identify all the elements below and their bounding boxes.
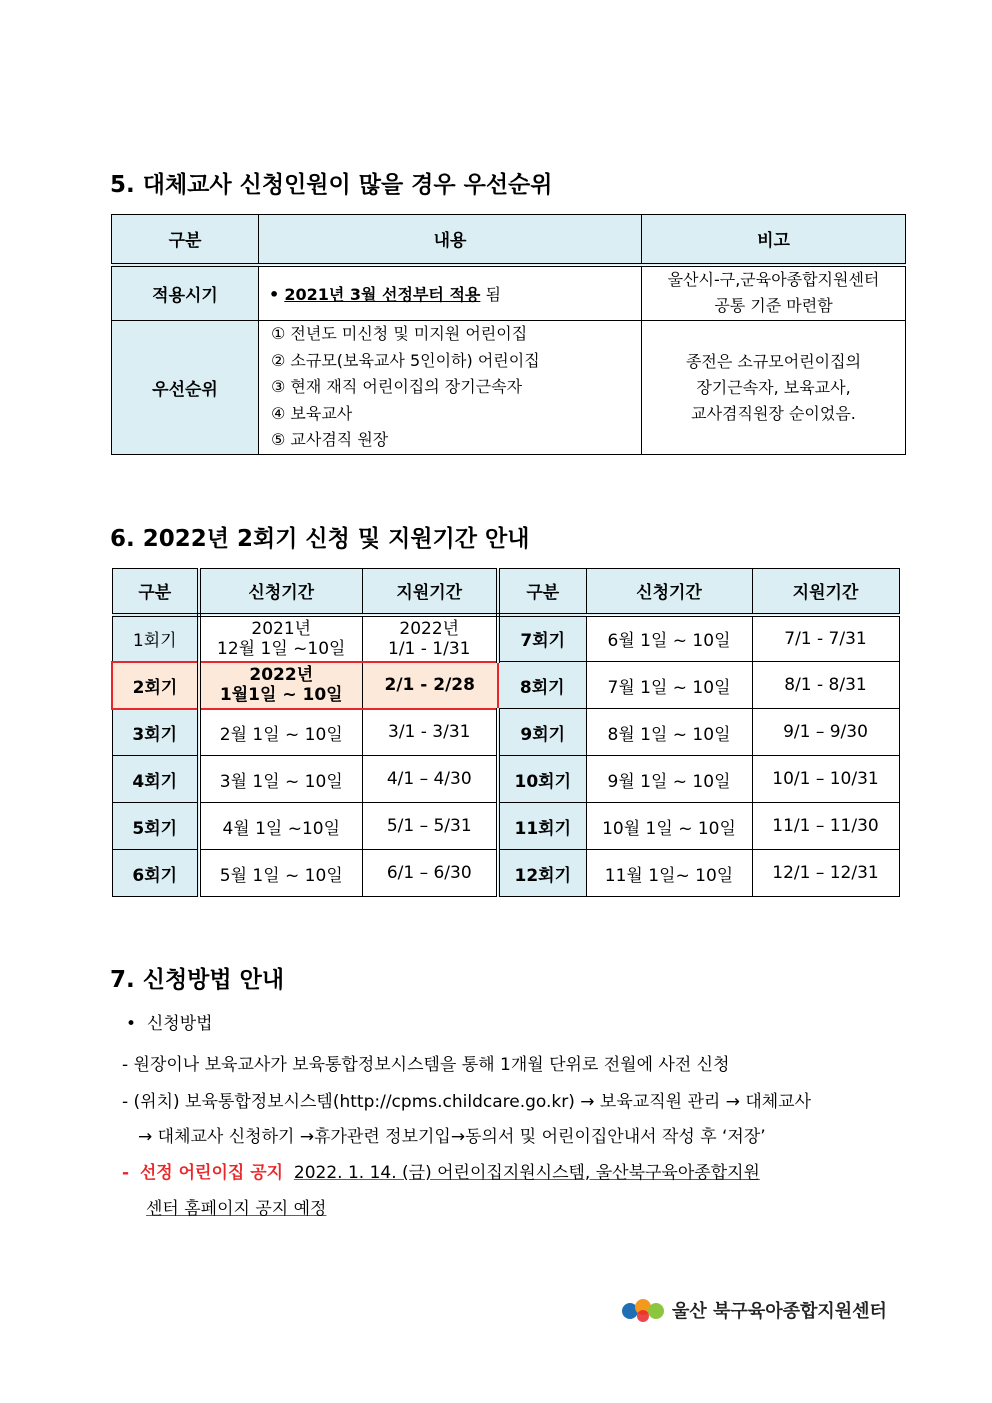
bullet-icon: • (269, 284, 280, 304)
note-line: 교사겸직원장 순이었음. (691, 403, 856, 423)
apply-dates: 1월1일 ~ 10일 (219, 685, 343, 705)
apply-period-cell: 2월 1일 ~ 10일 (199, 709, 362, 756)
apply-period-cell: 10월 1일 ~ 10일 (586, 803, 752, 850)
method-line-2: - (위치) 보육통합정보시스템(http://cpms.childcare.go.kr) → 보육교직원 관리 → 대체교사 (122, 1092, 812, 1112)
apply-period-cell: 7월 1일 ~ 10일 (586, 662, 752, 709)
list-item: ③ 현재 재직 어린이집의 장기근속자 (271, 377, 523, 397)
round-label: 8회기 (498, 662, 586, 709)
apply-period-cell (199, 662, 362, 709)
method-line-3: → 대체교사 신청하기 →휴가관련 정보기입→동의서 및 어린이집안내서 작성 후 ‘저장’ (138, 1127, 766, 1147)
round-label: 1회기 (112, 615, 199, 662)
apply-period-cell: 9월 1일 ~ 10일 (586, 756, 752, 803)
center-logo (620, 1292, 892, 1328)
apply-dates: 12월 1일 ~10일 (217, 638, 346, 659)
support-period-cell (362, 615, 498, 662)
support-period-cell: 10/1 – 10/31 (752, 756, 899, 803)
priority-list (259, 321, 642, 455)
section-5-title: 5. 대체교사 신청인원이 많을 경우 우선순위 (110, 172, 553, 198)
round-label: 6회기 (112, 850, 199, 897)
priority-table (111, 214, 906, 455)
header-category: 구분 (112, 215, 259, 265)
support-period-cell: 5/1 – 5/31 (362, 803, 498, 850)
support-period-cell: 8/1 - 8/31 (752, 662, 899, 709)
method-subtitle (126, 1009, 213, 1034)
apply-period-cell: 8월 1일 ~ 10일 (586, 709, 752, 756)
schedule-table (111, 568, 900, 897)
logo-text: 울산 북구육아종합지원센터 (672, 1301, 887, 1322)
support-period-cell: 9/1 – 9/30 (752, 709, 899, 756)
header-apply-period: 신청기간 (586, 569, 752, 615)
table-row (112, 615, 899, 662)
dash: - (122, 1163, 130, 1183)
support-period-cell: 2/1 - 2/28 (362, 662, 498, 709)
announce-label: 선정 어린이집 공지 (139, 1163, 284, 1183)
apply-period-cell: 5월 1일 ~ 10일 (199, 850, 362, 897)
round-label: 10회기 (498, 756, 586, 803)
support-period-cell: 3/1 - 3/31 (362, 709, 498, 756)
header-support-period: 지원기간 (362, 569, 498, 615)
announce-detail: 2022. 1. 14. (금) 어린이집지원시스템, 울산북구육아종합지원 (293, 1163, 760, 1183)
list-item: ④ 보육교사 (271, 403, 353, 423)
apply-period-note (642, 265, 906, 321)
round-label: 4회기 (112, 756, 199, 803)
header-round: 구분 (112, 569, 199, 615)
round-label: 11회기 (498, 803, 586, 850)
section-6-title: 6. 2022년 2회기 신청 및 지원기간 안내 (110, 526, 530, 552)
header-content: 내용 (259, 215, 642, 265)
support-period-cell: 4/1 – 4/30 (362, 756, 498, 803)
table-row (112, 850, 899, 897)
apply-period-content (259, 265, 642, 321)
round-label: 2회기 (112, 662, 199, 709)
list-item: ① 전년도 미신청 및 미지원 어린이집 (271, 324, 528, 344)
apply-period-cell: 4월 1일 ~10일 (199, 803, 362, 850)
apply-period-cell: 11월 1일~ 10일 (586, 850, 752, 897)
method-line-5: 센터 홈페이지 공지 예정 (146, 1199, 327, 1219)
subtitle-text: 신청방법 (146, 1014, 213, 1034)
center-logo-icon (620, 1294, 666, 1326)
note-line: 종전은 소규모어린이집의 (685, 351, 862, 371)
apply-year: 2021년 (251, 618, 312, 639)
list-item: ⑤ 교사겸직 원장 (271, 430, 389, 450)
apply-period-cell (199, 615, 362, 662)
support-period-cell: 7/1 - 7/31 (752, 615, 899, 662)
header-apply-period: 신청기간 (199, 569, 362, 615)
row-label-priority: 우선순위 (112, 321, 259, 455)
support-period-cell: 12/1 – 12/31 (752, 850, 899, 897)
round-label: 12회기 (498, 850, 586, 897)
header-support-period: 지원기간 (752, 569, 899, 615)
note-line: 공통 기준 마련함 (714, 296, 833, 316)
apply-period-cell: 6월 1일 ~ 10일 (586, 615, 752, 662)
table-row (112, 709, 899, 756)
support-period-cell: 11/1 – 11/30 (752, 803, 899, 850)
round-label: 5회기 (112, 803, 199, 850)
table-row (112, 803, 899, 850)
table-row (112, 756, 899, 803)
method-line-4 (122, 1158, 760, 1183)
support-year: 2022년 (399, 618, 460, 639)
method-line-1: - 원장이나 보육교사가 보육통합정보시스템을 통해 1개월 단위로 전월에 사전 신청 (122, 1055, 730, 1075)
apply-period-underlined: 2021년 3월 선정부터 적용 (284, 284, 481, 304)
priority-note (642, 321, 906, 455)
apply-period-rest: 됨 (480, 284, 501, 304)
row-label-apply-period: 적용시기 (112, 265, 259, 321)
table-row-highlighted (112, 662, 899, 709)
note-line: 울산시-구,군육아종합지원센터 (667, 270, 880, 290)
header-round: 구분 (498, 569, 586, 615)
note-line: 장기근속자, 보육교사, (696, 377, 851, 397)
list-item: ② 소규모(보육교사 5인이하) 어린이집 (271, 350, 540, 370)
apply-year: 2022년 (249, 665, 314, 685)
support-dates: 1/1 - 1/31 (388, 638, 471, 659)
round-label: 9회기 (498, 709, 586, 756)
support-period-cell: 6/1 – 6/30 (362, 850, 498, 897)
apply-period-cell: 3월 1일 ~ 10일 (199, 756, 362, 803)
bullet-icon: • (126, 1014, 137, 1034)
round-label: 7회기 (498, 615, 586, 662)
round-label: 3회기 (112, 709, 199, 756)
header-note: 비고 (642, 215, 906, 265)
section-7-title: 7. 신청방법 안내 (110, 967, 285, 993)
